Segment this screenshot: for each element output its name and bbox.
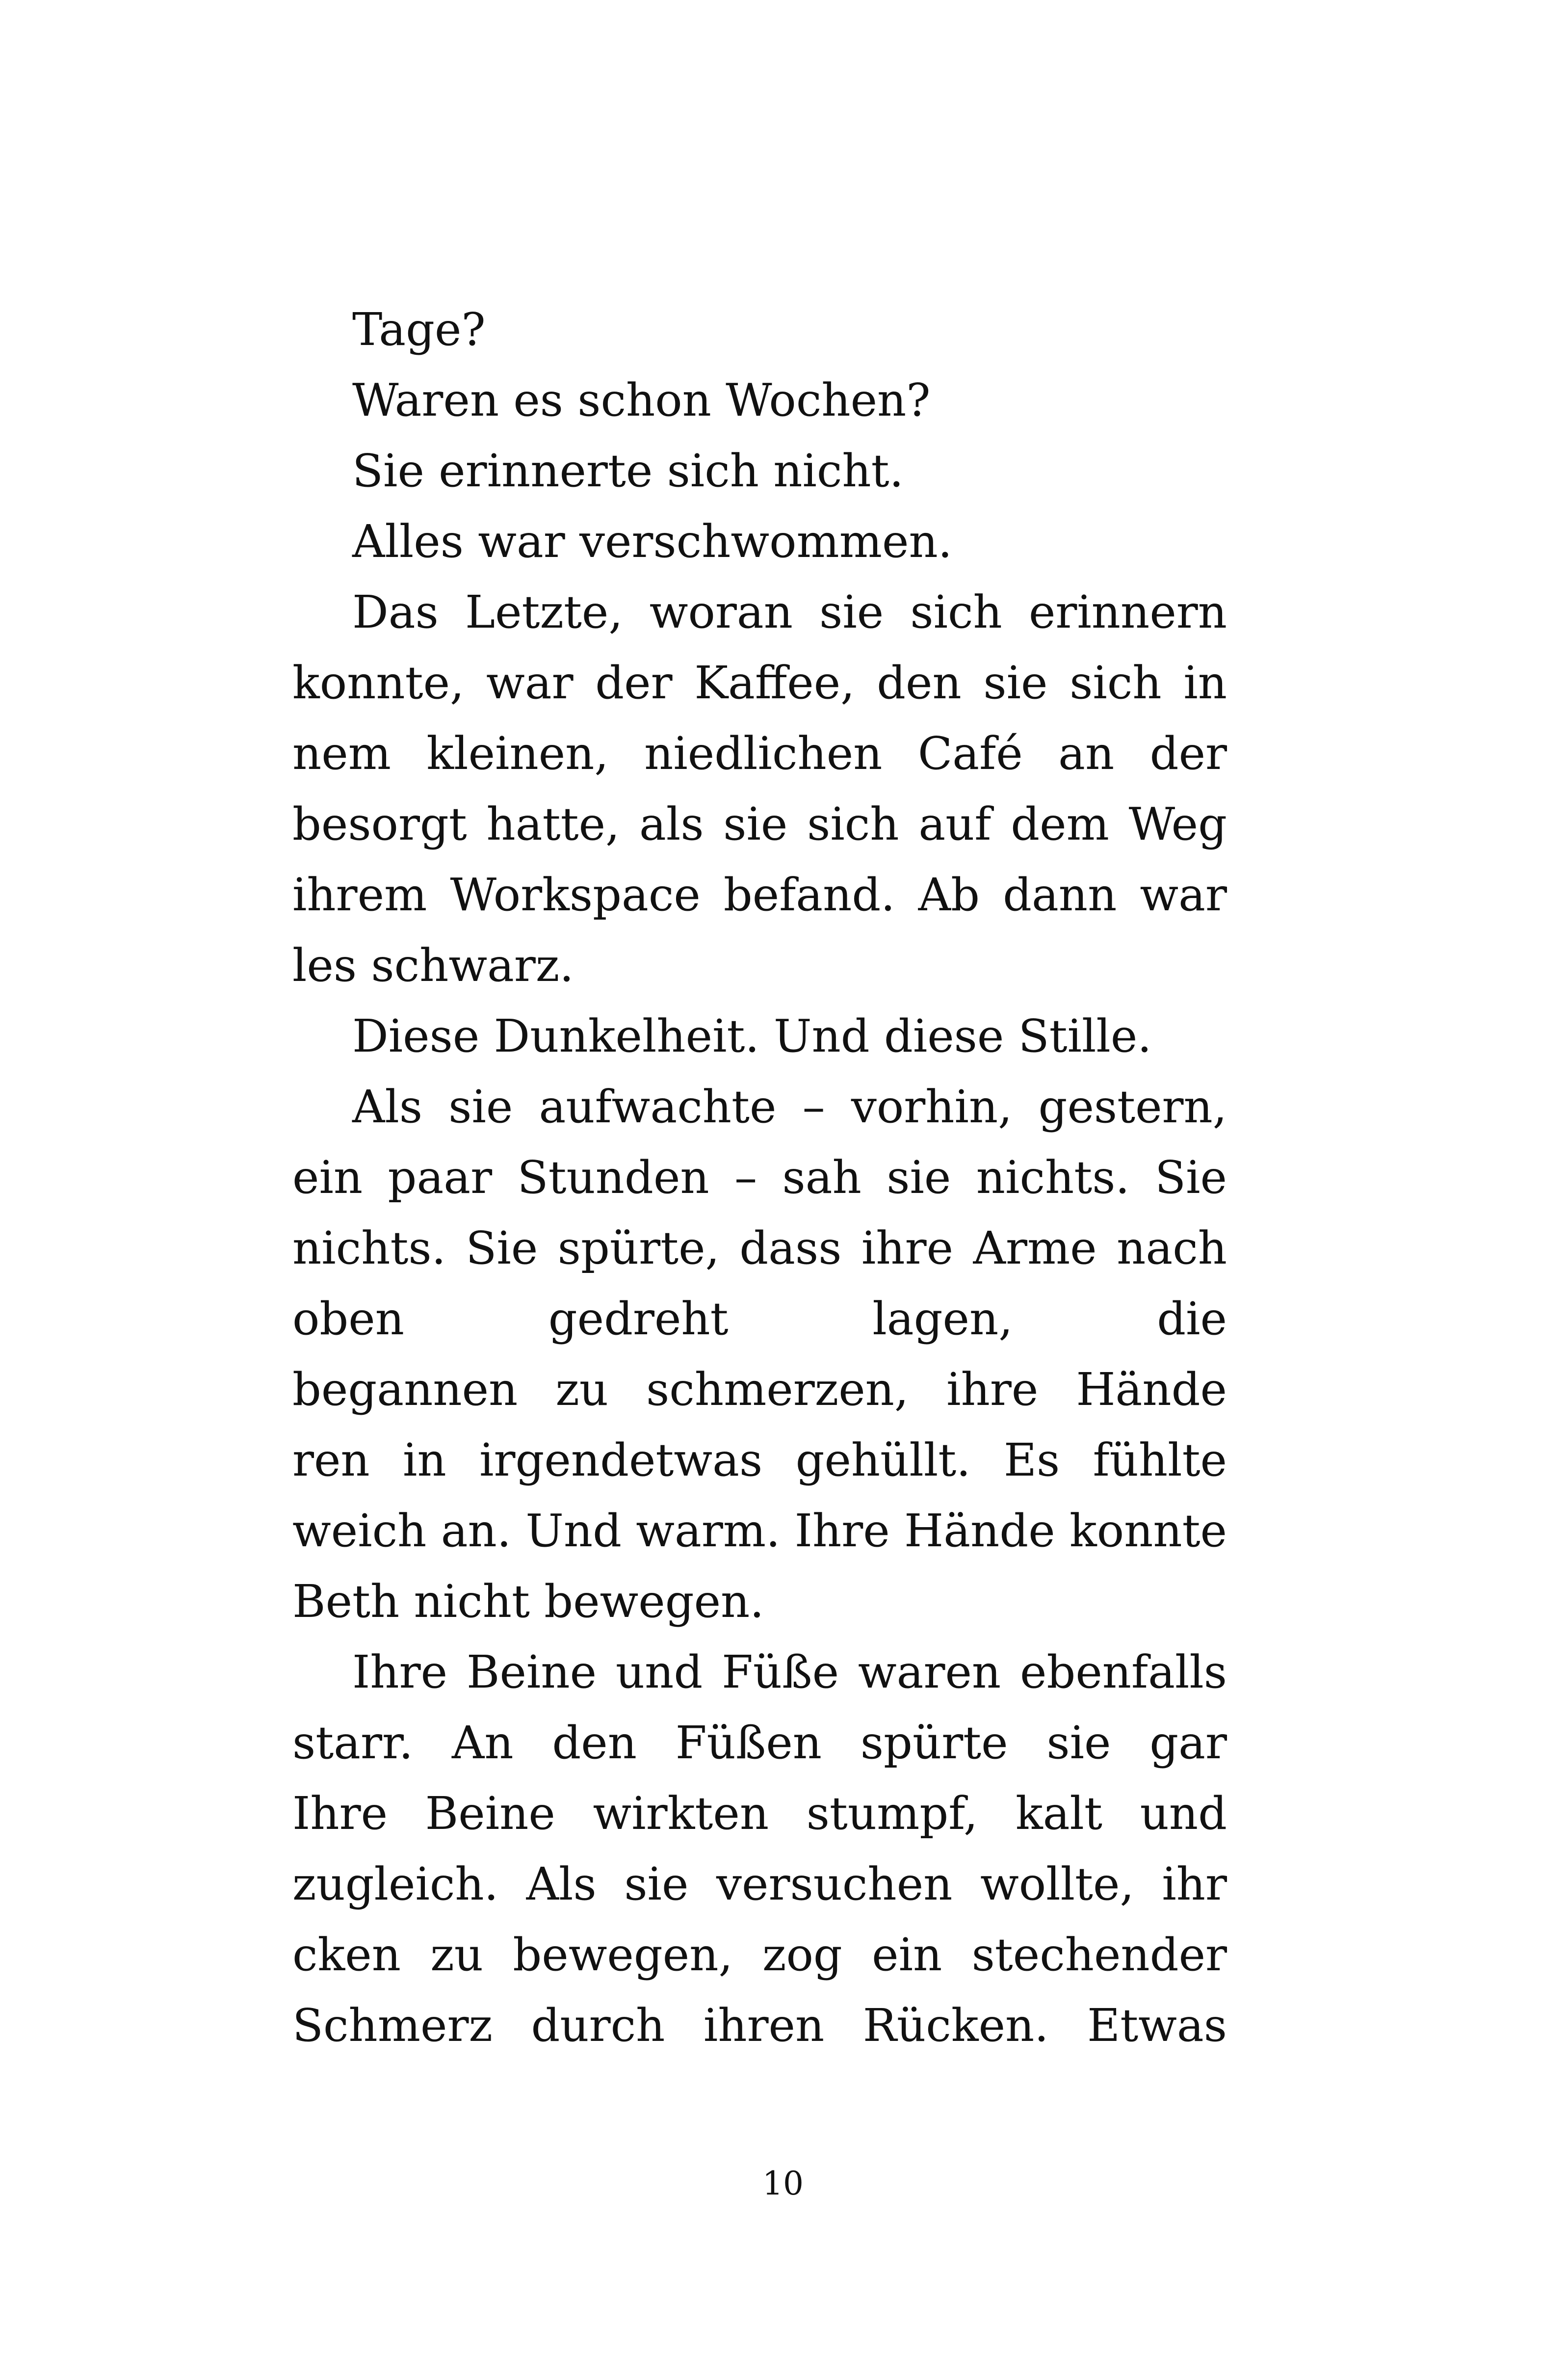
text-line: nem kleinen, niedlichen Café an der	[292, 727, 1227, 780]
text-line: ren in irgendetwas gehüllt. Es fühlte	[292, 1434, 1227, 1486]
text-line: starr. An den Füßen spürte sie gar	[292, 1717, 1227, 1769]
text-line: Ihre Beine wirkten stumpf, kalt und	[292, 1787, 1227, 1840]
text-line: ihrem Workspace befand. Ab dann war	[292, 869, 1227, 921]
text-line: oben gedreht lagen, die	[292, 1293, 1227, 1345]
text-line: Schmerz durch ihren Rücken. Etwas	[292, 1999, 1227, 2052]
text-line: zugleich. Als sie versuchen wollte, ihr	[292, 1858, 1227, 1910]
text-line: cken zu bewegen, zog ein stechender	[292, 1929, 1227, 1981]
text-line: besorgt hatte, als sie sich auf dem Weg	[292, 798, 1227, 850]
text-line: les schwarz.	[292, 939, 574, 992]
text-line: Diese Dunkelheit. Und diese Stille.	[352, 1010, 1152, 1062]
text-line: Ihre Beine und Füße waren ebenfalls	[352, 1646, 1227, 1698]
text-line: begannen zu schmerzen, ihre Hände	[292, 1363, 1227, 1416]
page-number: 10	[762, 2165, 804, 2202]
text-line: Waren es schon Wochen?	[352, 374, 931, 426]
text-line: Das Letzte, woran sie sich erinnern	[352, 586, 1227, 638]
text-line: Als sie aufwachte – vorhin, gestern,	[352, 1081, 1227, 1133]
text-line: Beth nicht bewegen.	[292, 1575, 764, 1628]
text-line: Sie erinnerte sich nicht.	[352, 445, 904, 497]
text-line: nichts. Sie spürte, dass ihre Arme nach	[292, 1222, 1227, 1274]
text-line: weich an. Und warm. Ihre Hände konnte	[292, 1505, 1227, 1557]
text-line: konnte, war der Kaffee, den sie sich in	[292, 657, 1227, 709]
text-line: Tage?	[352, 303, 486, 356]
text-line: ein paar Stunden – sah sie nichts. Sie	[292, 1151, 1227, 1204]
body-text	[292, 294, 1227, 2061]
text-line: Alles war verschwommen.	[352, 515, 952, 568]
